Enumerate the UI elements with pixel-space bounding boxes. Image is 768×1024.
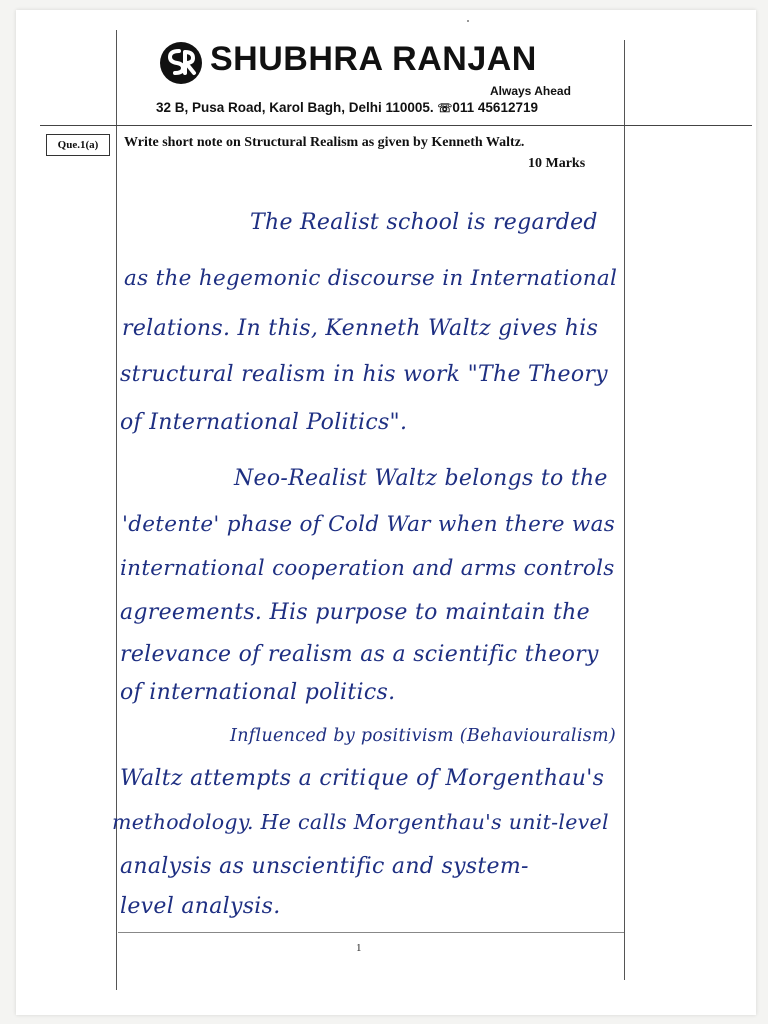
answer-line: Influenced by positivism (Behaviouralism) — [230, 726, 617, 746]
question-text: Write short note on Structural Realism as given by Kenneth Waltz. — [124, 135, 525, 150]
paper-speck — [467, 20, 469, 22]
answer-line: of international politics. — [120, 680, 396, 705]
brand-logo-icon — [158, 40, 204, 86]
question-marks: 10 Marks — [528, 156, 586, 171]
page-number: 1 — [356, 942, 362, 954]
footer-divider — [118, 932, 624, 933]
answer-line: structural realism in his work "The Theory — [120, 362, 608, 387]
answer-line: international cooperation and arms controls — [120, 556, 615, 581]
brand-name: SHUBHRA RANJAN — [210, 40, 537, 78]
answer-line: level analysis. — [120, 894, 281, 919]
answer-line: analysis as unscientific and system- — [120, 854, 529, 879]
answer-line: relevance of realism as a scientific theory — [120, 642, 599, 667]
question-number-box: Que.1(a) — [46, 134, 110, 156]
answer-line: relations. In this, Kenneth Waltz gives his — [122, 316, 599, 341]
telephone-icon: ☏ — [437, 101, 453, 115]
brand-tagline: Always Ahead — [490, 84, 571, 98]
institute-address — [156, 100, 538, 115]
answer-line: Neo-Realist Waltz belongs to the — [234, 466, 608, 491]
answer-line: of International Politics". — [120, 410, 408, 435]
answer-line: 'detente' phase of Cold War when there was — [122, 512, 616, 537]
answer-line: The Realist school is regarded — [250, 210, 598, 235]
phone-number: 011 45612719 — [452, 100, 538, 115]
handwritten-answer — [112, 190, 632, 930]
answer-line: Waltz attempts a critique of Morgenthau's — [120, 766, 605, 791]
answer-line: agreements. His purpose to maintain the — [120, 600, 590, 625]
answer-line: as the hegemonic discourse in International — [124, 266, 618, 291]
address-text: 32 B, Pusa Road, Karol Bagh, Delhi 110005. — [156, 100, 434, 115]
answer-line: methodology. He calls Morgenthau's unit-level — [112, 810, 609, 834]
header-divider — [40, 125, 752, 126]
